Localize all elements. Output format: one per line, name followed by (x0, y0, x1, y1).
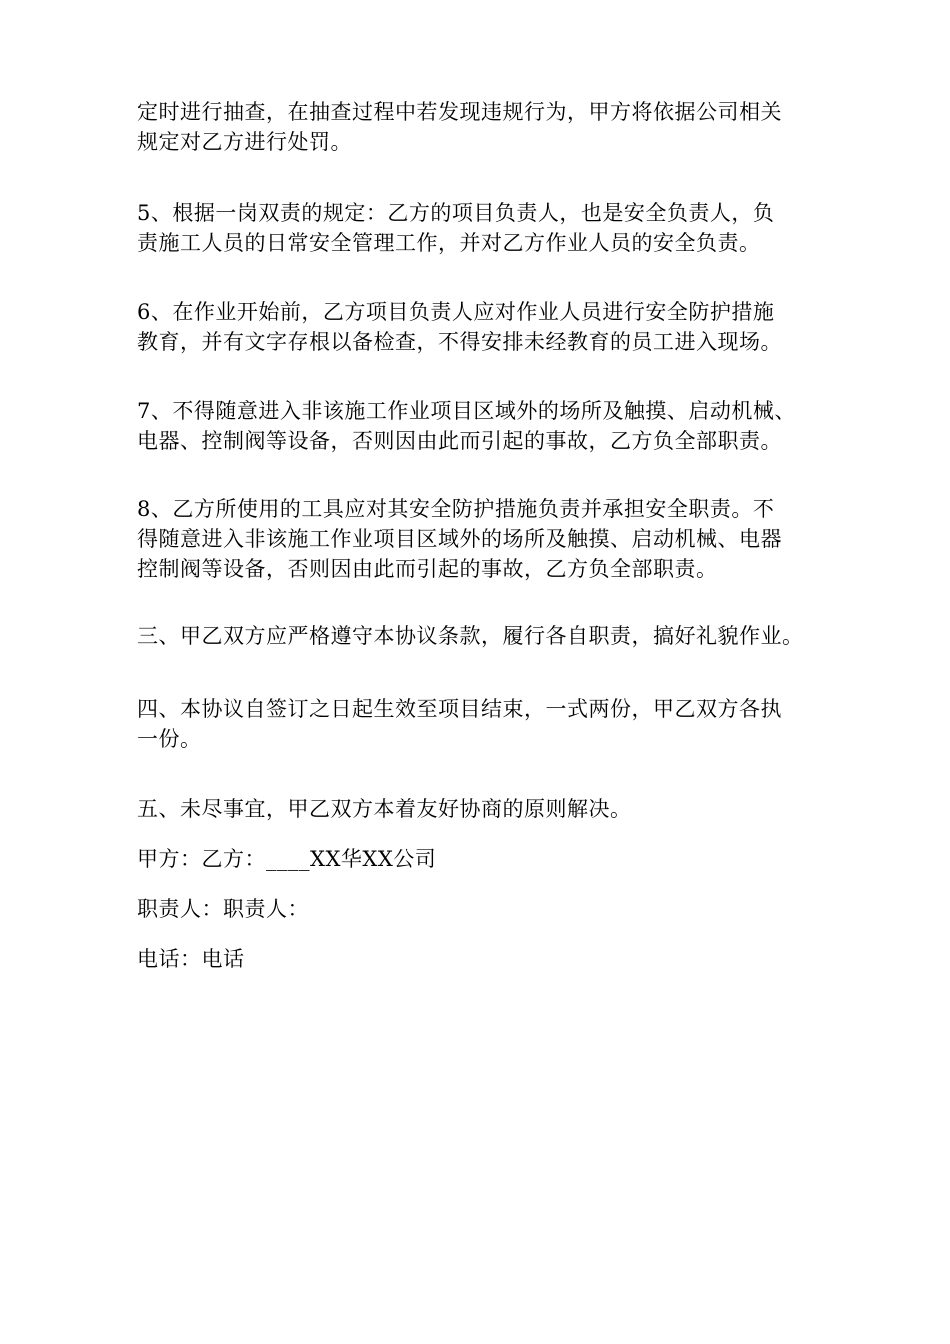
text-line: 责施工人员的日常安全管理工作，并对乙方作业人员的安全负责。 (137, 231, 761, 255)
paragraph-section-4 (137, 694, 837, 754)
text-line: 电器、控制阀等设备，否则因由此而引起的事故，乙方负全部职责。 (137, 429, 782, 453)
signature-phones (137, 944, 837, 974)
signature-responsible-persons (137, 894, 837, 924)
text-line: 规定对乙方进行处罚。 (137, 130, 352, 154)
text-line: 职责人：职责人： (137, 897, 309, 921)
paragraph-section-5 (137, 794, 837, 824)
text-line: 8、乙方所使用的工具应对其安全防护措施负责并承担安全职责。不 (137, 497, 775, 521)
signature-parties (137, 844, 837, 874)
text-line: 定时进行抽查，在抽查过程中若发现违规行为，甲方将依据公司相关 (137, 100, 782, 124)
text-line: 得随意进入非该施工作业项目区域外的场所及触摸、启动机械、电器 (137, 527, 782, 551)
text-line: 电话：电话 (137, 947, 245, 971)
text-line: 6、在作业开始前，乙方项目负责人应对作业人员进行安全防护措施 (137, 300, 775, 324)
paragraph-clause-7 (137, 396, 837, 456)
text-line: 7、不得随意进入非该施工作业项目区域外的场所及触摸、启动机械、 (137, 399, 796, 423)
paragraph-clause-6 (137, 297, 837, 357)
text-line: 控制阀等设备，否则因由此而引起的事故，乙方负全部职责。 (137, 557, 718, 581)
text-line: 教育，并有文字存根以备检查，不得安排未经教育的员工进入现场。 (137, 330, 782, 354)
paragraph-spot-check (137, 97, 837, 157)
text-line: 5、根据一岗双责的规定：乙方的项目负责人，也是安全负责人，负 (137, 201, 775, 225)
text-line: 四、本协议自签订之日起生效至项目结束，一式两份，甲乙双方各执 (137, 697, 782, 721)
text-line: 五、未尽事宜，甲乙双方本着友好协商的原则解决。 (137, 797, 632, 821)
paragraph-clause-5 (137, 198, 837, 258)
text-line: 三、甲乙双方应严格遵守本协议条款，履行各自职责，搞好礼貌作业。 (137, 624, 804, 648)
paragraph-clause-8 (137, 494, 837, 584)
paragraph-section-3 (137, 621, 837, 651)
text-line: 一份。 (137, 727, 202, 751)
text-line: 甲方：乙方：____XX华XX公司 (137, 847, 437, 871)
